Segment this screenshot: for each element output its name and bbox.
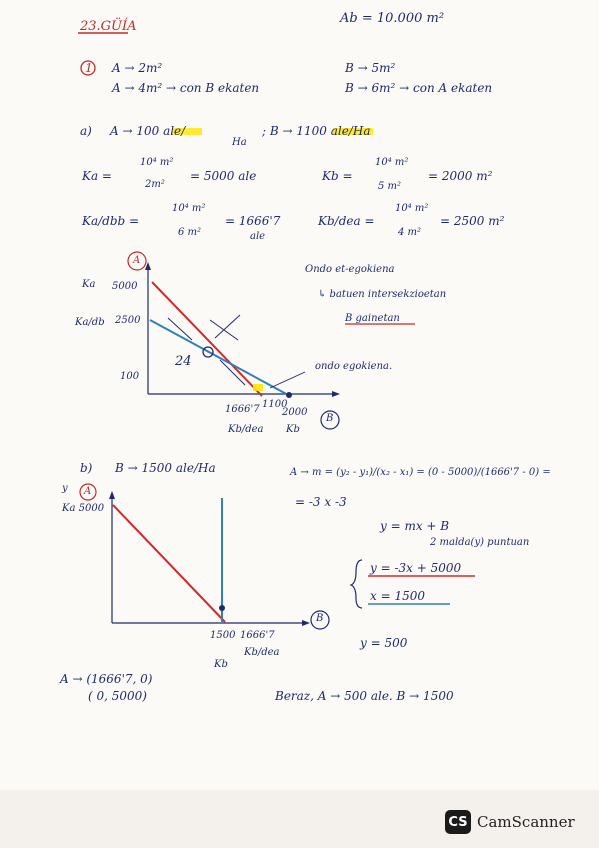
ka2-den: 6 m² xyxy=(178,227,202,238)
kb-num: 10⁴ m² xyxy=(375,157,409,168)
graph-a-axis-b: B xyxy=(326,413,334,424)
graph-b-x2: 1666'7 xyxy=(240,630,275,641)
graph-a-note-point: ondo egokiena. xyxy=(315,361,393,372)
total-area: Ab = 10.000 m² xyxy=(340,11,445,26)
final-result: Beraz, A → 500 ale. B → 1500 xyxy=(275,689,454,703)
line-equation: y = mx + B xyxy=(380,519,450,533)
graph-a-kb: Kb xyxy=(286,424,300,435)
graph-a-kadb: Ka/db xyxy=(75,317,105,328)
a-production-unit: Ha xyxy=(232,137,247,148)
kb2-lhs: Kb/dea = xyxy=(318,214,375,228)
graph-b-axis-a: A xyxy=(84,486,92,497)
graph-b-y: y xyxy=(62,483,68,494)
kb2-num: 10⁴ m² xyxy=(395,203,429,214)
solution-y: y = 500 xyxy=(360,636,408,650)
kb-den: 5 m² xyxy=(378,181,402,192)
cs-badge-icon: CS xyxy=(445,810,471,834)
line-note: 2 malda(y) puntuan xyxy=(430,537,530,548)
kb-lhs: Kb = xyxy=(322,169,353,183)
graph-a-ka: Ka xyxy=(82,279,96,290)
graph-a-tick-low: 100 xyxy=(120,371,140,382)
kb2-den: 4 m² xyxy=(398,227,422,238)
graph-a-axis-a: A xyxy=(133,255,141,266)
kb-result: = 2000 m² xyxy=(428,169,493,183)
kb2-result: = 2500 m² xyxy=(440,214,505,228)
graph-a-note2: ↳ batuen intersekzioetan xyxy=(318,289,447,300)
exercise-number: 23.GÜÍA xyxy=(80,19,137,34)
graph-a-x2: 1100 xyxy=(262,399,288,410)
ka2-result: = 1666'7 xyxy=(225,214,281,228)
red-line-a xyxy=(152,282,262,396)
b-time: B → 6m² → con A ekaten xyxy=(345,81,493,95)
graph-a-note1: Ondo et-egokiena xyxy=(305,264,395,275)
part-b-label: b) xyxy=(80,461,93,475)
camscanner-brand: CamScanner xyxy=(477,813,575,831)
ka2-unit: ale xyxy=(250,231,266,242)
part1-number: 1 xyxy=(85,61,93,75)
blue-line-a xyxy=(150,320,290,396)
graph-a-tick-top: 5000 xyxy=(112,281,138,292)
point-1: A → (1666'7, 0) xyxy=(60,672,153,686)
ka-result: = 5000 ale xyxy=(190,169,257,183)
graph-a-tick-mid: 2500 xyxy=(115,315,141,326)
part-a-label: a) xyxy=(80,124,92,138)
ka2-lhs: Ka/dbb = xyxy=(82,214,140,228)
a-production: A → 100 ale/ xyxy=(110,124,186,138)
ka2-num: 10⁴ m² xyxy=(172,203,206,214)
graph-a-x3: 2000 xyxy=(282,407,308,418)
a-need: A → 2m² xyxy=(112,61,163,75)
solution-point xyxy=(219,605,225,611)
red-line-b xyxy=(113,505,225,622)
graph-a-kbdea: Kb/dea xyxy=(228,424,264,435)
ka-den: 2m² xyxy=(145,179,165,190)
system-eq2: x = 1500 xyxy=(370,589,425,603)
graph-a-region: 24 xyxy=(175,354,192,369)
b-need: B → 5m² xyxy=(345,61,396,75)
slope-formula: A → m = (y₂ - y₁)/(x₂ - x₁) = (0 - 5000)/(1666'7 - 0) = xyxy=(290,467,551,478)
optimum-point xyxy=(286,392,292,398)
graph-b xyxy=(80,484,475,629)
system-eq1: y = -3x + 5000 xyxy=(370,561,462,575)
graph-b-kb: Kb xyxy=(214,659,228,670)
slope-value: = -3 x -3 xyxy=(295,495,347,509)
a-time: A → 4m² → con B ekaten xyxy=(112,81,260,95)
graph-b-y-tick: Ka 5000 xyxy=(62,503,105,514)
ka-lhs: Ka = xyxy=(82,169,112,183)
point-2: ( 0, 5000) xyxy=(88,689,147,703)
camscanner-logo xyxy=(445,810,575,834)
graph-a-note3: B gainetan xyxy=(345,313,400,324)
b-production-b: B → 1500 ale/Ha xyxy=(115,461,216,475)
graph-b-x1: 1500 xyxy=(210,630,236,641)
graph-a-x1: 1666'7 xyxy=(225,404,260,415)
graph-b-kbdea: Kb/dea xyxy=(244,647,280,658)
ka-num: 10⁴ m² xyxy=(140,157,174,168)
b-production: ; B → 1100 ale/Ha xyxy=(262,124,371,138)
graph-b-axis-b: B xyxy=(316,613,324,624)
